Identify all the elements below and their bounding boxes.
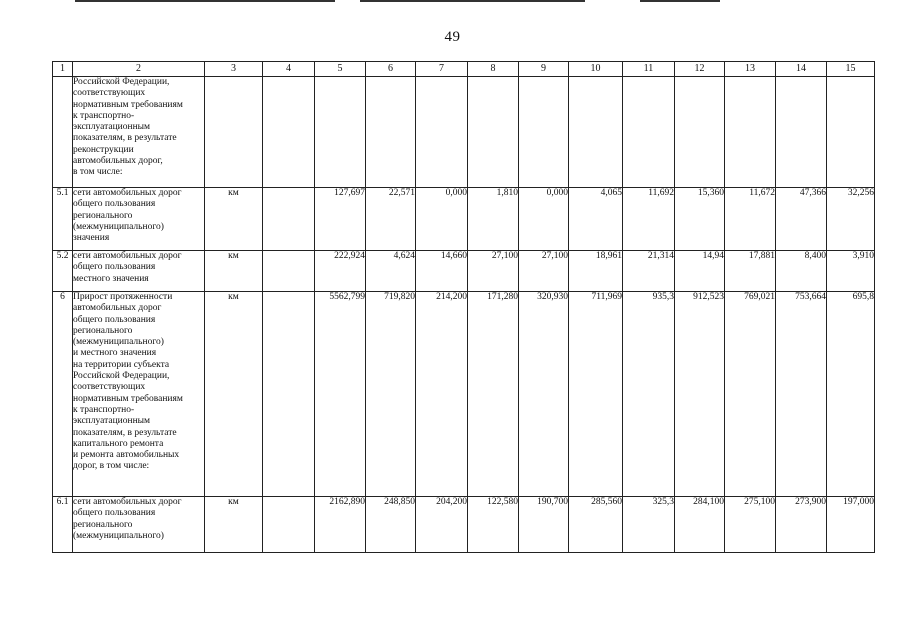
value-cell: 325,3 bbox=[623, 497, 675, 553]
page-number: 49 bbox=[444, 29, 461, 45]
row-unit: км bbox=[205, 292, 263, 497]
value-cell: 14,94 bbox=[675, 251, 725, 292]
value-cell: 8,400 bbox=[776, 251, 827, 292]
value-cell bbox=[725, 77, 776, 188]
row-description: сети автомобильных дорог общего пользования регионального (межмуниципального) значения bbox=[73, 188, 205, 251]
value-cell: 273,900 bbox=[776, 497, 827, 553]
row-cell-4 bbox=[263, 251, 315, 292]
column-header: 6 bbox=[366, 62, 416, 77]
value-cell bbox=[315, 77, 366, 188]
row-cell-4 bbox=[263, 77, 315, 188]
value-cell bbox=[569, 77, 623, 188]
column-header: 9 bbox=[519, 62, 569, 77]
value-cell bbox=[519, 77, 569, 188]
value-cell: 4,065 bbox=[569, 188, 623, 251]
value-cell bbox=[623, 77, 675, 188]
value-cell: 935,3 bbox=[623, 292, 675, 497]
scan-edge-line bbox=[640, 0, 720, 2]
row-number: 5.1 bbox=[53, 188, 73, 251]
table-row bbox=[53, 251, 875, 292]
value-cell: 22,571 bbox=[366, 188, 416, 251]
table-row bbox=[53, 292, 875, 497]
value-cell: 47,366 bbox=[776, 188, 827, 251]
column-header: 4 bbox=[263, 62, 315, 77]
column-header: 15 bbox=[827, 62, 875, 77]
value-cell: 0,000 bbox=[416, 188, 468, 251]
column-header: 10 bbox=[569, 62, 623, 77]
value-cell: 248,850 bbox=[366, 497, 416, 553]
value-cell: 5562,799 bbox=[315, 292, 366, 497]
value-cell: 695,8 bbox=[827, 292, 875, 497]
value-cell: 0,000 bbox=[519, 188, 569, 251]
value-cell: 284,100 bbox=[675, 497, 725, 553]
value-cell: 11,672 bbox=[725, 188, 776, 251]
scan-edge-line bbox=[75, 0, 335, 2]
row-number: 6 bbox=[53, 292, 73, 497]
value-cell: 912,523 bbox=[675, 292, 725, 497]
value-cell bbox=[827, 77, 875, 188]
value-cell: 171,280 bbox=[468, 292, 519, 497]
value-cell: 197,000 bbox=[827, 497, 875, 553]
column-header: 14 bbox=[776, 62, 827, 77]
row-unit: км bbox=[205, 497, 263, 553]
value-cell: 11,692 bbox=[623, 188, 675, 251]
value-cell: 2162,890 bbox=[315, 497, 366, 553]
value-cell bbox=[468, 77, 519, 188]
row-description: Прирост протяженности автомобильных дорог общего пользования регионального (межмуниципального) и местного значения на территории субъекта Российской Федерации, соответствующих нормативным требованиям к транспортно- эксплуатационным показателям, в результате капитального ремонта и ремонта автомобильных дорог, в том числе: bbox=[73, 292, 205, 497]
value-cell: 190,700 bbox=[519, 497, 569, 553]
data-table bbox=[52, 61, 875, 553]
value-cell: 122,580 bbox=[468, 497, 519, 553]
table-row bbox=[53, 497, 875, 553]
value-cell: 14,660 bbox=[416, 251, 468, 292]
row-number: 5.2 bbox=[53, 251, 73, 292]
value-cell bbox=[366, 77, 416, 188]
value-cell: 753,664 bbox=[776, 292, 827, 497]
row-unit: км bbox=[205, 188, 263, 251]
row-unit bbox=[205, 77, 263, 188]
value-cell: 214,200 bbox=[416, 292, 468, 497]
value-cell: 15,360 bbox=[675, 188, 725, 251]
value-cell: 18,961 bbox=[569, 251, 623, 292]
column-header: 11 bbox=[623, 62, 675, 77]
row-description: сети автомобильных дорог общего пользования местного значения bbox=[73, 251, 205, 292]
scan-edge-line bbox=[360, 0, 585, 2]
value-cell: 222,924 bbox=[315, 251, 366, 292]
value-cell: 285,560 bbox=[569, 497, 623, 553]
value-cell: 711,969 bbox=[569, 292, 623, 497]
value-cell: 127,697 bbox=[315, 188, 366, 251]
table-row bbox=[53, 77, 875, 188]
value-cell: 204,200 bbox=[416, 497, 468, 553]
column-header: 8 bbox=[468, 62, 519, 77]
row-cell-4 bbox=[263, 188, 315, 251]
row-description: сети автомобильных дорог общего пользования регионального (межмуниципального) bbox=[73, 497, 205, 553]
row-cell-4 bbox=[263, 292, 315, 497]
value-cell: 275,100 bbox=[725, 497, 776, 553]
value-cell: 17,881 bbox=[725, 251, 776, 292]
table-header-row bbox=[53, 62, 875, 77]
value-cell: 27,100 bbox=[519, 251, 569, 292]
value-cell bbox=[776, 77, 827, 188]
column-header: 12 bbox=[675, 62, 725, 77]
row-description: Российской Федерации, соответствующих нормативным требованиям к транспортно- эксплуатационным показателям, в результате реконструкции автомобильных дорог, в том числе: bbox=[73, 77, 205, 188]
value-cell: 32,256 bbox=[827, 188, 875, 251]
row-number bbox=[53, 77, 73, 188]
column-header: 13 bbox=[725, 62, 776, 77]
row-number: 6.1 bbox=[53, 497, 73, 553]
column-header: 5 bbox=[315, 62, 366, 77]
column-header: 2 bbox=[73, 62, 205, 77]
table-row bbox=[53, 188, 875, 251]
column-header: 1 bbox=[53, 62, 73, 77]
row-cell-4 bbox=[263, 497, 315, 553]
value-cell: 320,930 bbox=[519, 292, 569, 497]
row-unit: км bbox=[205, 251, 263, 292]
value-cell: 769,021 bbox=[725, 292, 776, 497]
value-cell: 3,910 bbox=[827, 251, 875, 292]
value-cell: 1,810 bbox=[468, 188, 519, 251]
column-header: 3 bbox=[205, 62, 263, 77]
value-cell: 4,624 bbox=[366, 251, 416, 292]
value-cell: 719,820 bbox=[366, 292, 416, 497]
column-header: 7 bbox=[416, 62, 468, 77]
value-cell: 27,100 bbox=[468, 251, 519, 292]
value-cell bbox=[416, 77, 468, 188]
value-cell: 21,314 bbox=[623, 251, 675, 292]
value-cell bbox=[675, 77, 725, 188]
